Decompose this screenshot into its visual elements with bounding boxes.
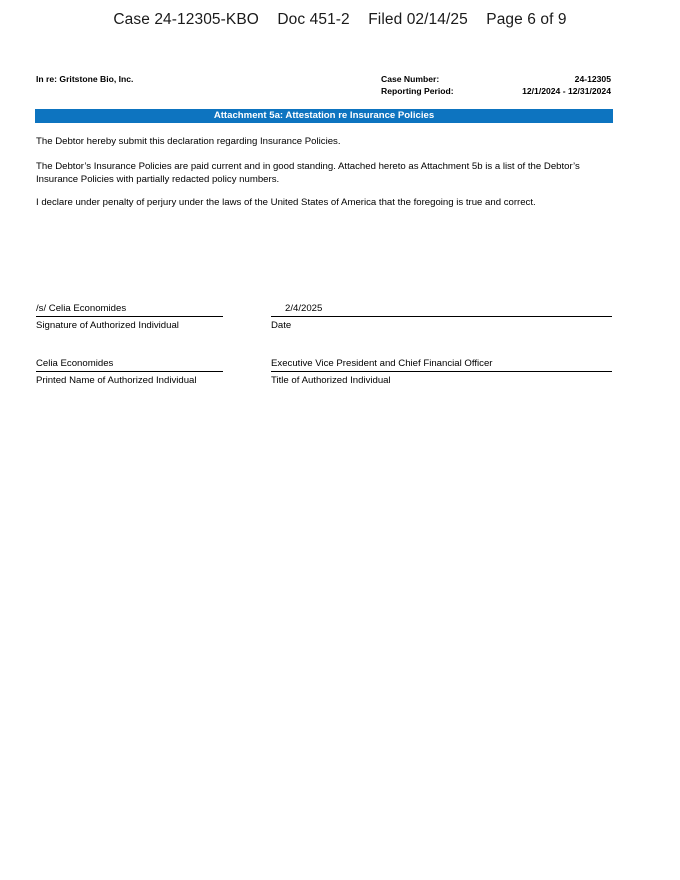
- printed-name-caption: Printed Name of Authorized Individual: [36, 375, 197, 386]
- doc-number: Doc 451-2: [277, 11, 350, 28]
- case-id: Case 24-12305-KBO: [113, 11, 259, 28]
- date-caption: Date: [271, 320, 292, 331]
- court-filing-header: [0, 11, 680, 29]
- case-number-label: Case Number:: [381, 74, 440, 84]
- declaration-paragraph-1: The Debtor hereby submit this declaration regarding Insurance Policies.: [36, 136, 341, 147]
- in-re-debtor: In re: Gritstone Bio, Inc.: [36, 74, 134, 84]
- case-info-block: [36, 74, 612, 100]
- reporting-period-value: 12/1/2024 - 12/31/2024: [522, 86, 611, 96]
- printed-name-line: Celia Economides: [36, 358, 223, 372]
- reporting-period-label: Reporting Period:: [381, 86, 454, 96]
- filed-date: Filed 02/14/25: [368, 11, 468, 28]
- title-line: Executive Vice President and Chief Financial Officer: [271, 358, 612, 372]
- declaration-paragraph-3: I declare under penalty of perjury under the laws of the United States of America that the foregoing is true and correct.: [36, 197, 536, 208]
- case-number-value: 24-12305: [574, 74, 611, 84]
- date-value: 2/4/2025: [285, 303, 323, 314]
- title-caption: Title of Authorized Individual: [271, 375, 391, 386]
- page-indicator: Page 6 of 9: [486, 11, 567, 28]
- signature-caption: Signature of Authorized Individual: [36, 320, 179, 331]
- date-line: [271, 303, 612, 317]
- signature-line: /s/ Celia Economides: [36, 303, 223, 317]
- declaration-paragraph-2: The Debtor’s Insurance Policies are paid current and in good standing. Attached hereto as Attachment 5b is a list of the Debtor’s Insurance Policies with partially redacted policy numbers.: [36, 161, 580, 185]
- attachment-title-banner: Attachment 5a: Attestation re Insurance Policies: [35, 109, 613, 123]
